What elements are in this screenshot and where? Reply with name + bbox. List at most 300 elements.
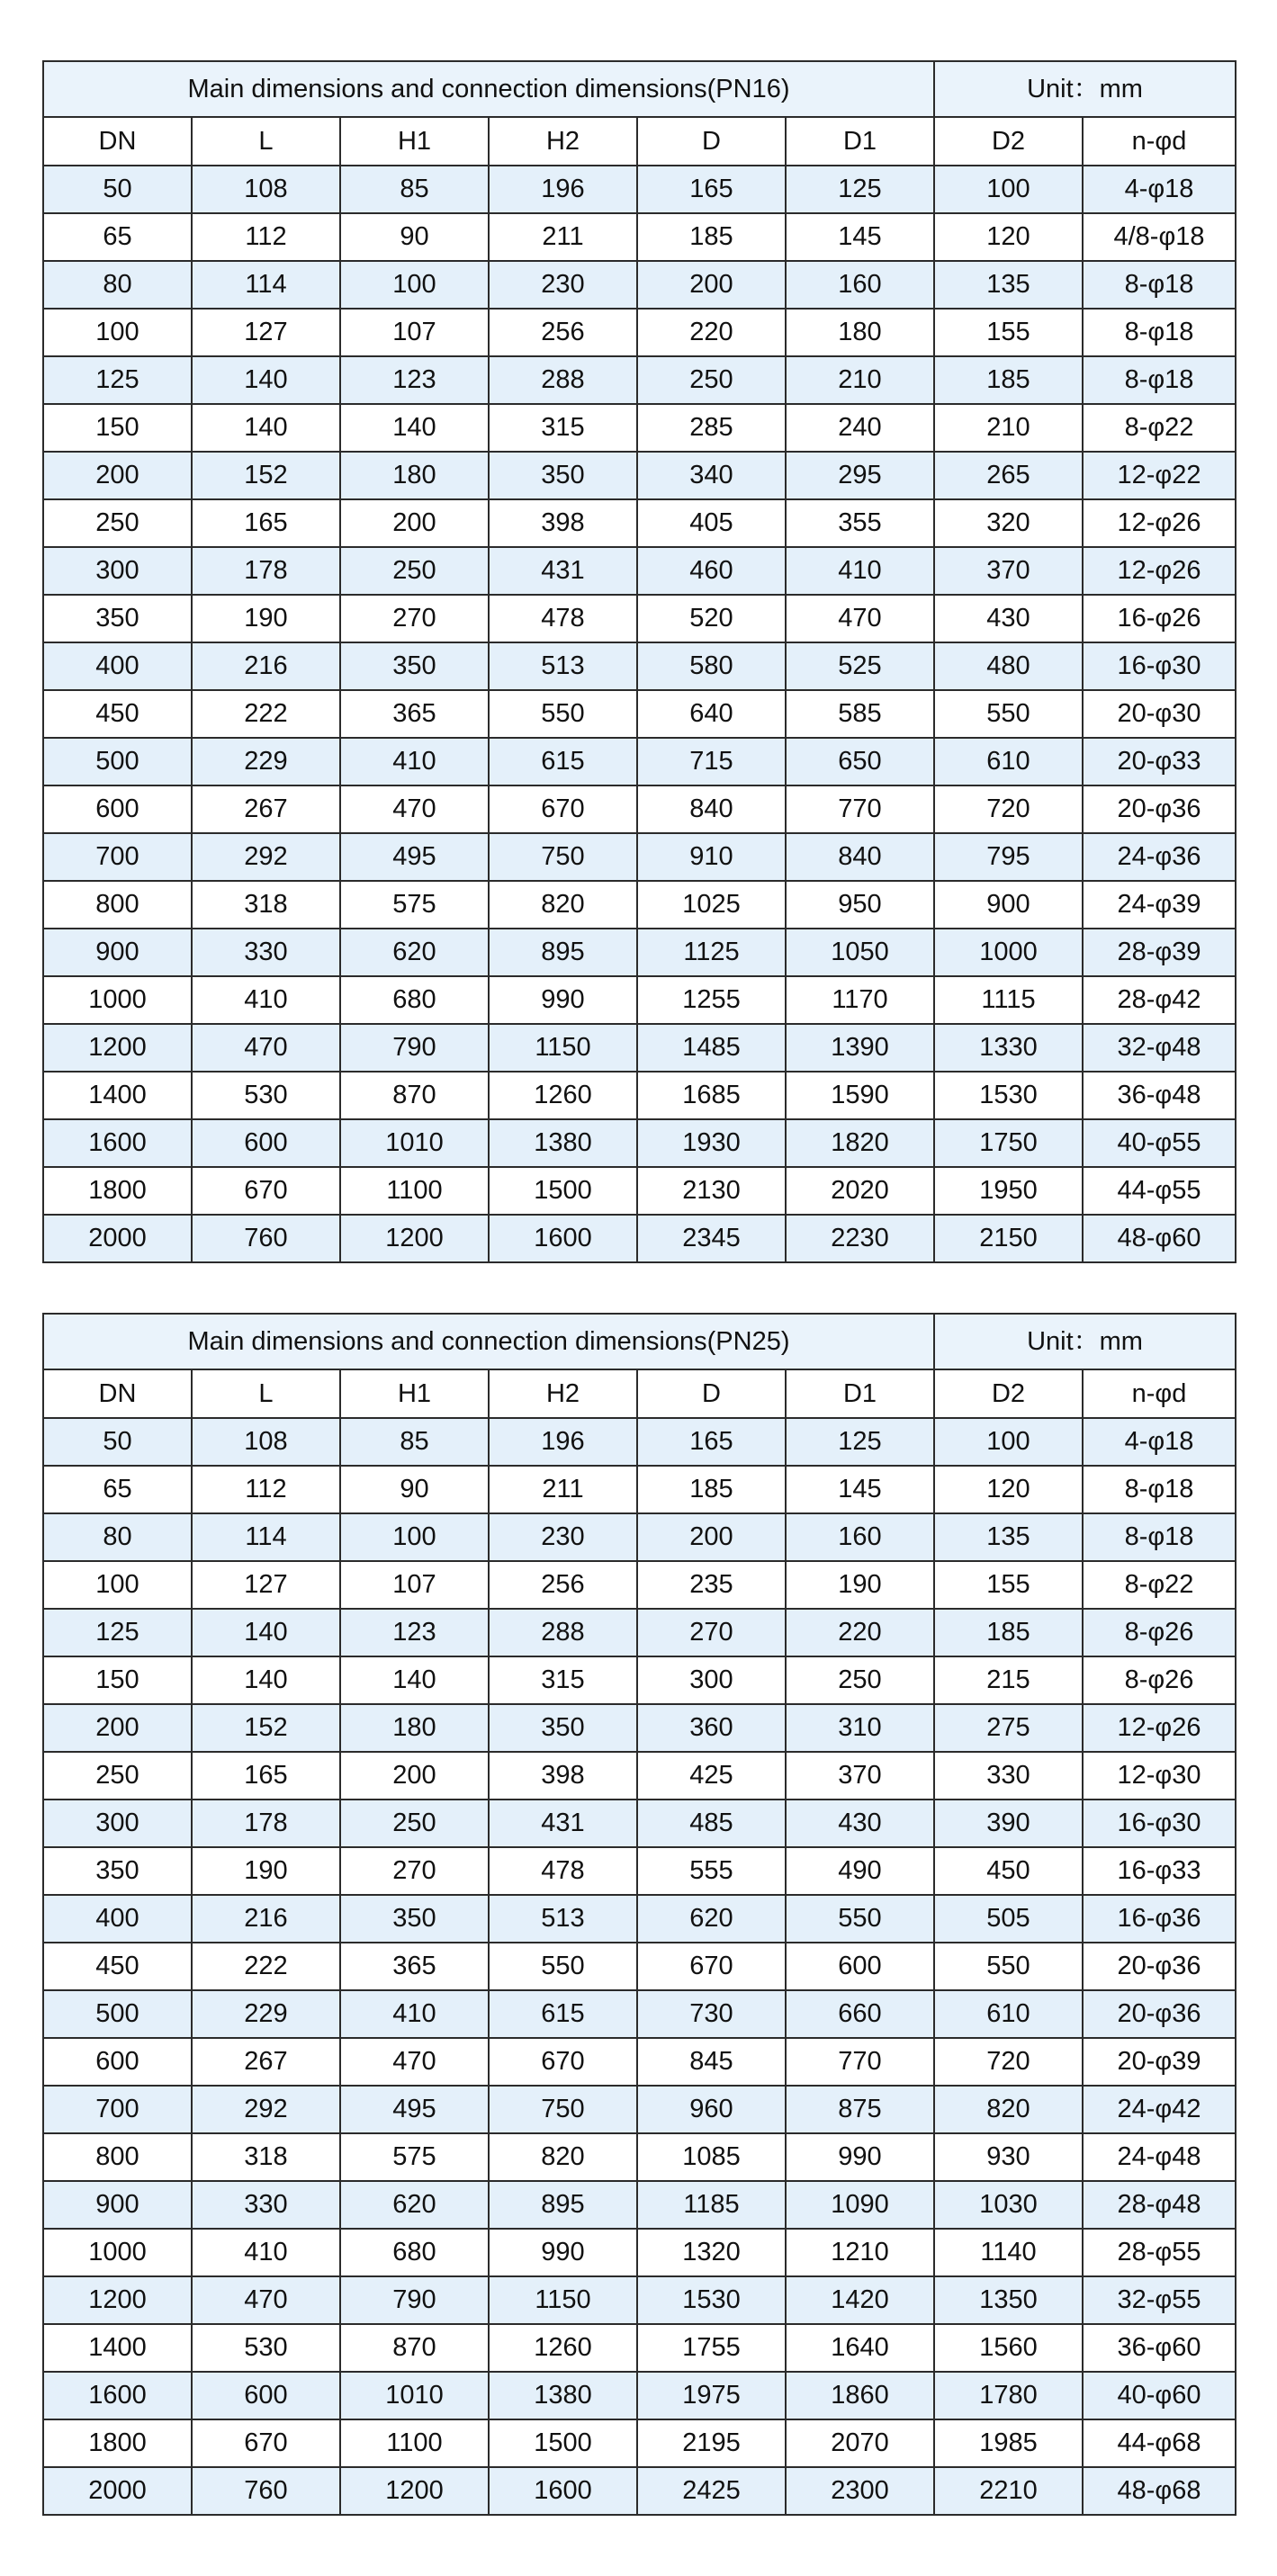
- table-cell: 1200: [340, 1215, 489, 1262]
- table-cell: 300: [637, 1656, 786, 1704]
- table-row: [43, 1609, 1236, 1656]
- column-header: D1: [786, 1369, 934, 1418]
- table-cell: 365: [340, 690, 489, 738]
- table-cell: 513: [489, 642, 637, 690]
- table-cell: 1100: [340, 2419, 489, 2467]
- table-row: [43, 547, 1236, 595]
- table-cell: 1820: [786, 1119, 934, 1167]
- table-row: [43, 1513, 1236, 1561]
- table-cell: 610: [934, 738, 1083, 785]
- table-cell: 267: [192, 785, 340, 833]
- table-cell: 500: [43, 738, 192, 785]
- table-cell: 32-φ48: [1083, 1024, 1236, 1072]
- table-cell: 155: [934, 309, 1083, 356]
- table-cell: 398: [489, 499, 637, 547]
- table-cell: 730: [637, 1990, 786, 2038]
- table-cell: 265: [934, 452, 1083, 499]
- table-cell: 256: [489, 1561, 637, 1609]
- table-cell: 355: [786, 499, 934, 547]
- table-cell: 1000: [934, 929, 1083, 976]
- table-row: [43, 1752, 1236, 1800]
- table-cell: 1150: [489, 2276, 637, 2324]
- table-cell: 200: [340, 1752, 489, 1800]
- table-cell: 790: [340, 1024, 489, 1072]
- column-header: n-φd: [1083, 117, 1236, 166]
- table-cell: 2130: [637, 1167, 786, 1215]
- table-cell: 200: [43, 1704, 192, 1752]
- table-cell: 140: [340, 404, 489, 452]
- table-cell: 292: [192, 833, 340, 881]
- table-cell: 620: [340, 929, 489, 976]
- table-cell: 20-φ36: [1083, 1990, 1236, 2038]
- table-cell: 365: [340, 1943, 489, 1990]
- table-cell: 8-φ26: [1083, 1609, 1236, 1656]
- table-cell: 190: [192, 1847, 340, 1895]
- table-cell: 185: [934, 356, 1083, 404]
- table-cell: 127: [192, 1561, 340, 1609]
- table-cell: 585: [786, 690, 934, 738]
- table-row: [43, 452, 1236, 499]
- table-cell: 295: [786, 452, 934, 499]
- table-cell: 550: [786, 1895, 934, 1943]
- table-cell: 8-φ22: [1083, 404, 1236, 452]
- table-cell: 80: [43, 261, 192, 309]
- table-cell: 28-φ55: [1083, 2229, 1236, 2276]
- table-cell: 178: [192, 1800, 340, 1847]
- table-cell: 2195: [637, 2419, 786, 2467]
- table-cell: 555: [637, 1847, 786, 1895]
- table-row: [43, 1561, 1236, 1609]
- table-cell: 610: [934, 1990, 1083, 2038]
- table-cell: 315: [489, 404, 637, 452]
- table-cell: 1485: [637, 1024, 786, 1072]
- table-cell: 990: [786, 2133, 934, 2181]
- table-cell: 160: [786, 1513, 934, 1561]
- pn16-dimensions-table: [42, 60, 1237, 1263]
- table-cell: 85: [340, 1418, 489, 1466]
- table-cell: 16-φ26: [1083, 595, 1236, 642]
- table-cell: 28-φ39: [1083, 929, 1236, 976]
- table-cell: 2000: [43, 2467, 192, 2515]
- table-cell: 990: [489, 2229, 637, 2276]
- table-cell: 112: [192, 213, 340, 261]
- table-cell: 1640: [786, 2324, 934, 2372]
- table-row: [43, 833, 1236, 881]
- table-cell: 100: [340, 1513, 489, 1561]
- table-cell: 285: [637, 404, 786, 452]
- table-cell: 4-φ18: [1083, 1418, 1236, 1466]
- table-cell: 485: [637, 1800, 786, 1847]
- table-cell: 100: [43, 309, 192, 356]
- table-cell: 222: [192, 1943, 340, 1990]
- table-cell: 1125: [637, 929, 786, 976]
- table-cell: 250: [340, 547, 489, 595]
- table-row: [43, 1215, 1236, 1262]
- table-cell: 310: [786, 1704, 934, 1752]
- column-header: L: [192, 1369, 340, 1418]
- table-cell: 400: [43, 1895, 192, 1943]
- table-cell: 390: [934, 1800, 1083, 1847]
- table-cell: 135: [934, 261, 1083, 309]
- table-cell: 318: [192, 881, 340, 929]
- table-row: [43, 356, 1236, 404]
- table-cell: 20-φ39: [1083, 2038, 1236, 2086]
- table-row: [43, 2181, 1236, 2229]
- table-cell: 150: [43, 404, 192, 452]
- table-row: [43, 2038, 1236, 2086]
- table-cell: 1530: [637, 2276, 786, 2324]
- table-cell: 85: [340, 166, 489, 213]
- table-cell: 270: [637, 1609, 786, 1656]
- table-cell: 450: [43, 1943, 192, 1990]
- table-cell: 1860: [786, 2372, 934, 2419]
- table-cell: 250: [43, 499, 192, 547]
- table-cell: 550: [934, 1943, 1083, 1990]
- table-row: [43, 404, 1236, 452]
- table-cell: 1200: [43, 1024, 192, 1072]
- table-cell: 24-φ48: [1083, 2133, 1236, 2181]
- table-cell: 28-φ48: [1083, 2181, 1236, 2229]
- table-cell: 210: [934, 404, 1083, 452]
- table-cell: 680: [340, 2229, 489, 2276]
- table-cell: 160: [786, 261, 934, 309]
- table-cell: 36-φ48: [1083, 1072, 1236, 1119]
- table-row: [43, 2133, 1236, 2181]
- table-cell: 8-φ18: [1083, 261, 1236, 309]
- table-cell: 1800: [43, 1167, 192, 1215]
- table-cell: 145: [786, 1466, 934, 1513]
- table-cell: 127: [192, 309, 340, 356]
- table-cell: 1115: [934, 976, 1083, 1024]
- table-cell: 20-φ33: [1083, 738, 1236, 785]
- table-cell: 270: [340, 595, 489, 642]
- table-cell: 1170: [786, 976, 934, 1024]
- table-cell: 930: [934, 2133, 1083, 2181]
- table-cell: 490: [786, 1847, 934, 1895]
- table-cell: 670: [637, 1943, 786, 1990]
- table-cell: 960: [637, 2086, 786, 2133]
- table-cell: 50: [43, 166, 192, 213]
- table-cell: 211: [489, 1466, 637, 1513]
- table-cell: 615: [489, 1990, 637, 2038]
- table-cell: 165: [637, 166, 786, 213]
- table-cell: 180: [340, 1704, 489, 1752]
- table-cell: 900: [934, 881, 1083, 929]
- table-cell: 495: [340, 2086, 489, 2133]
- table-cell: 90: [340, 213, 489, 261]
- table-cell: 200: [637, 1513, 786, 1561]
- table-cell: 1390: [786, 1024, 934, 1072]
- table-cell: 210: [786, 356, 934, 404]
- table-cell: 895: [489, 929, 637, 976]
- table-cell: 1780: [934, 2372, 1083, 2419]
- table-cell: 140: [192, 1609, 340, 1656]
- table-row: [43, 2419, 1236, 2467]
- table-cell: 670: [489, 2038, 637, 2086]
- table-cell: 114: [192, 261, 340, 309]
- table-row: [43, 499, 1236, 547]
- table-cell: 820: [489, 2133, 637, 2181]
- table-cell: 107: [340, 309, 489, 356]
- table-cell: 12-φ26: [1083, 499, 1236, 547]
- table-cell: 200: [637, 261, 786, 309]
- table-cell: 680: [340, 976, 489, 1024]
- column-header: H2: [489, 117, 637, 166]
- table-cell: 300: [43, 547, 192, 595]
- column-header: DN: [43, 1369, 192, 1418]
- pn25-dimensions-table: [42, 1313, 1237, 2516]
- table-cell: 350: [43, 595, 192, 642]
- table-cell: 80: [43, 1513, 192, 1561]
- column-header: H1: [340, 117, 489, 166]
- table-cell: 800: [43, 2133, 192, 2181]
- table-cell: 216: [192, 1895, 340, 1943]
- table-row: [43, 881, 1236, 929]
- table-cell: 12-φ26: [1083, 1704, 1236, 1752]
- table-cell: 760: [192, 2467, 340, 2515]
- table-cell: 1600: [489, 1215, 637, 1262]
- table-cell: 1010: [340, 1119, 489, 1167]
- table-row: [43, 2276, 1236, 2324]
- table-cell: 425: [637, 1752, 786, 1800]
- table-cell: 250: [637, 356, 786, 404]
- table-cell: 114: [192, 1513, 340, 1561]
- table-row: [43, 166, 1236, 213]
- table-row: [43, 1800, 1236, 1847]
- table-cell: 350: [340, 1895, 489, 1943]
- table-cell: 1350: [934, 2276, 1083, 2324]
- table-cell: 580: [637, 642, 786, 690]
- table-cell: 125: [786, 166, 934, 213]
- table-title: Main dimensions and connection dimensions(PN25): [43, 1314, 934, 1369]
- table-cell: 1200: [340, 2467, 489, 2515]
- table-cell: 112: [192, 1466, 340, 1513]
- table-cell: 220: [637, 309, 786, 356]
- table-cell: 108: [192, 166, 340, 213]
- table-cell: 505: [934, 1895, 1083, 1943]
- table-cell: 1755: [637, 2324, 786, 2372]
- table-cell: 65: [43, 213, 192, 261]
- table-cell: 1090: [786, 2181, 934, 2229]
- table-cell: 715: [637, 738, 786, 785]
- table-cell: 410: [192, 976, 340, 1024]
- table-cell: 670: [192, 2419, 340, 2467]
- table-cell: 100: [934, 166, 1083, 213]
- table-title-row: [43, 61, 1236, 117]
- table-cell: 700: [43, 2086, 192, 2133]
- table-cell: 670: [192, 1167, 340, 1215]
- table-row: [43, 2324, 1236, 2372]
- table-cell: 288: [489, 1609, 637, 1656]
- table-cell: 229: [192, 738, 340, 785]
- table-cell: 8-φ18: [1083, 356, 1236, 404]
- column-header: D: [637, 117, 786, 166]
- table-cell: 470: [340, 2038, 489, 2086]
- table-cell: 1985: [934, 2419, 1083, 2467]
- table-cell: 330: [192, 2181, 340, 2229]
- table-row: [43, 1990, 1236, 2038]
- table-cell: 600: [43, 785, 192, 833]
- table-cell: 4/8-φ18: [1083, 213, 1236, 261]
- table-cell: 398: [489, 1752, 637, 1800]
- table-row: [43, 1024, 1236, 1072]
- table-cell: 100: [43, 1561, 192, 1609]
- table-cell: 12-φ22: [1083, 452, 1236, 499]
- table-cell: 990: [489, 976, 637, 1024]
- table-cell: 123: [340, 356, 489, 404]
- table-cell: 1950: [934, 1167, 1083, 1215]
- table-cell: 370: [786, 1752, 934, 1800]
- table-cell: 16-φ30: [1083, 642, 1236, 690]
- table-cell: 100: [340, 261, 489, 309]
- table-cell: 575: [340, 881, 489, 929]
- column-header: D: [637, 1369, 786, 1418]
- table-cell: 318: [192, 2133, 340, 2181]
- table-cell: 2230: [786, 1215, 934, 1262]
- table-cell: 250: [340, 1800, 489, 1847]
- table-cell: 200: [340, 499, 489, 547]
- table-row: [43, 2229, 1236, 2276]
- table-cell: 24-φ42: [1083, 2086, 1236, 2133]
- table-cell: 250: [786, 1656, 934, 1704]
- table-cell: 1000: [43, 976, 192, 1024]
- table-cell: 300: [43, 1800, 192, 1847]
- table-cell: 16-φ36: [1083, 1895, 1236, 1943]
- table-cell: 790: [340, 2276, 489, 2324]
- table-cell: 2070: [786, 2419, 934, 2467]
- table-row: [43, 1167, 1236, 1215]
- table-cell: 267: [192, 2038, 340, 2086]
- table-cell: 340: [637, 452, 786, 499]
- table-cell: 530: [192, 1072, 340, 1119]
- table-cell: 640: [637, 690, 786, 738]
- column-header: H1: [340, 1369, 489, 1418]
- table-cell: 1185: [637, 2181, 786, 2229]
- table-cell: 24-φ36: [1083, 833, 1236, 881]
- table-row: [43, 1704, 1236, 1752]
- table-cell: 470: [192, 1024, 340, 1072]
- table-cell: 820: [489, 881, 637, 929]
- table-cell: 140: [192, 1656, 340, 1704]
- table-cell: 2020: [786, 1167, 934, 1215]
- table-cell: 520: [637, 595, 786, 642]
- table-row: [43, 1466, 1236, 1513]
- table-cell: 480: [934, 642, 1083, 690]
- table-row: [43, 690, 1236, 738]
- table-cell: 1975: [637, 2372, 786, 2419]
- table-cell: 44-φ55: [1083, 1167, 1236, 1215]
- table-row: [43, 1656, 1236, 1704]
- table-cell: 650: [786, 738, 934, 785]
- table-cell: 315: [489, 1656, 637, 1704]
- table-cell: 1500: [489, 1167, 637, 1215]
- table-cell: 895: [489, 2181, 637, 2229]
- table-cell: 1200: [43, 2276, 192, 2324]
- table-row: [43, 976, 1236, 1024]
- table-cell: 16-φ30: [1083, 1800, 1236, 1847]
- table-cell: 1530: [934, 1072, 1083, 1119]
- table-row: [43, 1895, 1236, 1943]
- table-cell: 230: [489, 261, 637, 309]
- table-cell: 256: [489, 309, 637, 356]
- table-cell: 44-φ68: [1083, 2419, 1236, 2467]
- table-cell: 1010: [340, 2372, 489, 2419]
- table-cell: 40-φ60: [1083, 2372, 1236, 2419]
- table-cell: 120: [934, 1466, 1083, 1513]
- table-cell: 431: [489, 547, 637, 595]
- table-header-row: [43, 1369, 1236, 1418]
- table-cell: 150: [43, 1656, 192, 1704]
- table-cell: 16-φ33: [1083, 1847, 1236, 1895]
- table-cell: 1330: [934, 1024, 1083, 1072]
- table-cell: 410: [192, 2229, 340, 2276]
- table-cell: 28-φ42: [1083, 976, 1236, 1024]
- column-header: D2: [934, 117, 1083, 166]
- table-cell: 750: [489, 2086, 637, 2133]
- table-row: [43, 595, 1236, 642]
- table-cell: 450: [43, 690, 192, 738]
- table-cell: 470: [786, 595, 934, 642]
- table-cell: 840: [637, 785, 786, 833]
- table-cell: 125: [43, 1609, 192, 1656]
- table-cell: 140: [192, 404, 340, 452]
- table-cell: 1050: [786, 929, 934, 976]
- table-row: [43, 642, 1236, 690]
- table-cell: 292: [192, 2086, 340, 2133]
- table-cell: 1030: [934, 2181, 1083, 2229]
- table-cell: 900: [43, 2181, 192, 2229]
- table-cell: 320: [934, 499, 1083, 547]
- table-cell: 20-φ36: [1083, 1943, 1236, 1990]
- column-header: DN: [43, 117, 192, 166]
- table-row: [43, 929, 1236, 976]
- table-cell: 140: [192, 356, 340, 404]
- table-cell: 12-φ26: [1083, 547, 1236, 595]
- table-cell: 185: [637, 1466, 786, 1513]
- table-cell: 2000: [43, 1215, 192, 1262]
- table-cell: 1800: [43, 2419, 192, 2467]
- table-cell: 1500: [489, 2419, 637, 2467]
- table-cell: 2300: [786, 2467, 934, 2515]
- table-row: [43, 1119, 1236, 1167]
- table-cell: 8-φ18: [1083, 1513, 1236, 1561]
- table-cell: 1140: [934, 2229, 1083, 2276]
- table-cell: 1590: [786, 1072, 934, 1119]
- table-cell: 152: [192, 452, 340, 499]
- table-cell: 120: [934, 213, 1083, 261]
- table-row: [43, 738, 1236, 785]
- column-header: L: [192, 117, 340, 166]
- table-cell: 155: [934, 1561, 1083, 1609]
- table-cell: 270: [340, 1847, 489, 1895]
- table-cell: 275: [934, 1704, 1083, 1752]
- table-cell: 620: [637, 1895, 786, 1943]
- table-cell: 165: [637, 1418, 786, 1466]
- table-cell: 1380: [489, 1119, 637, 1167]
- table-cell: 1085: [637, 2133, 786, 2181]
- table-cell: 1400: [43, 2324, 192, 2372]
- table-cell: 910: [637, 833, 786, 881]
- table-cell: 400: [43, 642, 192, 690]
- table-cell: 513: [489, 1895, 637, 1943]
- table-row: [43, 261, 1236, 309]
- table-cell: 1255: [637, 976, 786, 1024]
- table-cell: 8-φ18: [1083, 309, 1236, 356]
- table-row: [43, 1847, 1236, 1895]
- table-cell: 575: [340, 2133, 489, 2181]
- table-cell: 24-φ39: [1083, 881, 1236, 929]
- table-cell: 240: [786, 404, 934, 452]
